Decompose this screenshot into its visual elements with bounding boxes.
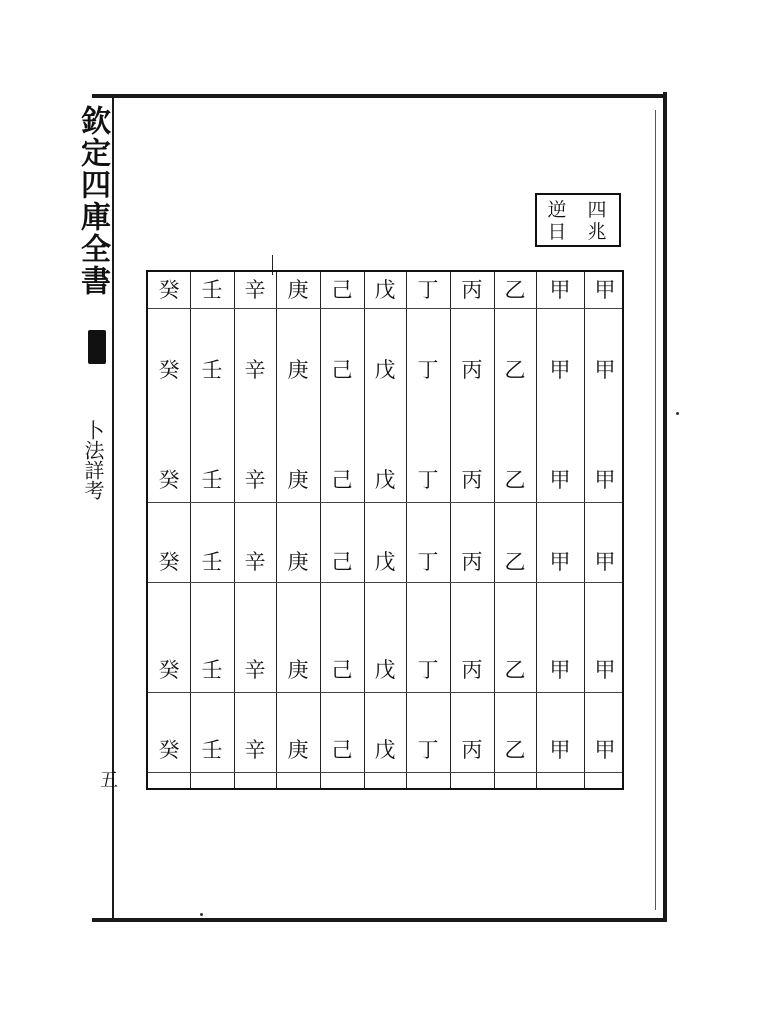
table-cell: 乙 [504, 738, 526, 762]
table-cell: 戊 [374, 358, 396, 382]
table-column-rule [584, 272, 585, 788]
table-cell: 丙 [461, 278, 483, 302]
table-cell: 癸 [158, 358, 180, 382]
margin-section-title: 卜法詳考 [81, 420, 105, 500]
table-column-rule [494, 272, 495, 788]
table-cell: 癸 [158, 550, 180, 574]
heading-char: 四 [587, 199, 607, 221]
table-cell: 甲 [549, 358, 571, 382]
table-cell: 丙 [461, 550, 483, 574]
table-cell: 丁 [417, 738, 439, 762]
table-cell: 丁 [417, 278, 439, 302]
table-cell: 壬 [201, 550, 223, 574]
table-cell: 丙 [461, 468, 483, 492]
table-cell: 己 [331, 658, 353, 682]
table-cell: 癸 [158, 468, 180, 492]
table-cell: 戊 [374, 550, 396, 574]
table-cell: 辛 [244, 278, 266, 302]
heading-column-2 [537, 199, 577, 243]
table-cell: 丙 [461, 658, 483, 682]
table-cell: 甲 [549, 550, 571, 574]
table-cell: 甲 [594, 658, 616, 682]
page-frame-top [92, 94, 666, 98]
table-cell: 庚 [287, 738, 309, 762]
table-cell: 己 [331, 278, 353, 302]
table-column-rule [536, 272, 537, 788]
table-cell: 己 [331, 468, 353, 492]
table-column-rule [190, 272, 191, 788]
table-cell: 乙 [504, 278, 526, 302]
table-cell: 庚 [287, 550, 309, 574]
table-cell: 庚 [287, 358, 309, 382]
margin-book-title: 欽定四庫全書 [75, 105, 110, 297]
table-cell: 己 [331, 738, 353, 762]
table-column-rule [406, 272, 407, 788]
table-cell: 戊 [374, 658, 396, 682]
table-cell: 戊 [374, 468, 396, 492]
table-cell: 壬 [201, 358, 223, 382]
table-cell: 己 [331, 358, 353, 382]
table-cell: 壬 [201, 738, 223, 762]
table-cell: 庚 [287, 468, 309, 492]
table-cell: 壬 [201, 278, 223, 302]
table-cell: 丙 [461, 358, 483, 382]
table-cell: 辛 [244, 358, 266, 382]
table-column-rule [234, 272, 235, 788]
table-cell: 乙 [504, 658, 526, 682]
table-cell: 丁 [417, 468, 439, 492]
table-row-rule [148, 772, 622, 773]
table-column-rule [276, 272, 277, 788]
table-column-rule [320, 272, 321, 788]
table-row-rule [148, 582, 622, 583]
table-cell: 丙 [461, 738, 483, 762]
table-cell: 甲 [549, 468, 571, 492]
table-cell: 甲 [549, 278, 571, 302]
page-frame-left [112, 96, 114, 920]
table-cell: 辛 [244, 550, 266, 574]
ink-speck [676, 412, 679, 415]
page-frame-right-inner [655, 110, 656, 910]
table-cell: 甲 [549, 738, 571, 762]
margin-page-number: 五 [97, 770, 118, 788]
heading-column-1 [577, 199, 617, 243]
table-cell: 乙 [504, 468, 526, 492]
table-cell: 戊 [374, 738, 396, 762]
table-cell: 乙 [504, 358, 526, 382]
table-cell: 甲 [549, 658, 571, 682]
table-cell: 甲 [594, 738, 616, 762]
table-cell: 丁 [417, 658, 439, 682]
table-row-rule [148, 502, 622, 503]
table-cell: 辛 [244, 738, 266, 762]
ink-speck [200, 913, 203, 916]
table-cell: 甲 [594, 550, 616, 574]
page-frame-bottom [92, 918, 666, 922]
table-heading-box [535, 193, 621, 247]
table-cell: 庚 [287, 278, 309, 302]
table-cell: 庚 [287, 658, 309, 682]
table-cell: 己 [331, 550, 353, 574]
table-cell: 戊 [374, 278, 396, 302]
page-frame-right [663, 92, 667, 922]
table-cell: 丁 [417, 358, 439, 382]
heading-char: 逆 [547, 199, 567, 221]
fish-tail-mark [88, 330, 106, 364]
table-row-rule [148, 308, 622, 309]
stem-table [146, 270, 624, 790]
table-cell: 辛 [244, 658, 266, 682]
table-cell: 甲 [594, 278, 616, 302]
table-cell: 丁 [417, 550, 439, 574]
heading-char: 日 [547, 221, 567, 243]
table-cell: 壬 [201, 468, 223, 492]
table-cell: 辛 [244, 468, 266, 492]
table-cell: 壬 [201, 658, 223, 682]
table-cell: 癸 [158, 738, 180, 762]
table-cell: 癸 [158, 658, 180, 682]
table-cell: 甲 [594, 358, 616, 382]
table-cell: 癸 [158, 278, 180, 302]
heading-char: 兆 [587, 221, 607, 243]
table-cell: 甲 [594, 468, 616, 492]
table-cell: 乙 [504, 550, 526, 574]
table-row-rule [148, 692, 622, 693]
table-column-rule [450, 272, 451, 788]
table-column-rule [364, 272, 365, 788]
